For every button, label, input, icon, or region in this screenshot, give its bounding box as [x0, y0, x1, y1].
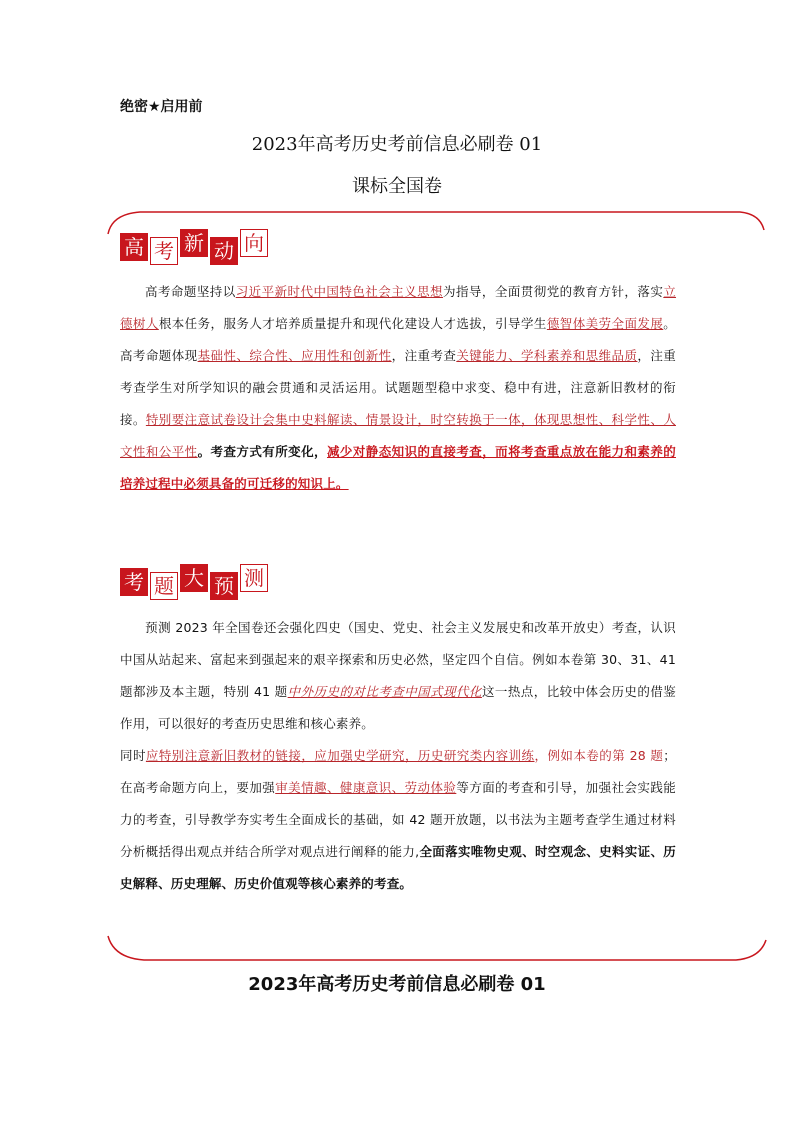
banner-char: 考 [150, 237, 178, 265]
exam-predictions-paragraph: 预测 2023 年全国卷还会强化四史（国史、党史、社会主义发展史和改革开放史）考查，认识中国从站起来、富起来到强起来的艰辛探索和历史必然，坚定四个自信。例如本卷第 30、31、41 题都涉及本主题，特别 41 题中外历史的对比考查中国式现代化这一热点，比较中体会历史的借鉴作用，可以很好的考查历史思维和核心素养。 同时应特别注意新旧教材的链接，应加强史学研究，历史研究类内容训练，例如本卷的第 28 题；在高考命题方向上，要加强审美情趣、健康意识、劳动体验等方面的考查和引导，加强社会实践能力的考查，引导教学夯实考生全面成长的基础，如 42 题开放题，以书法为主题考查学生通过材料分析概括得出观点并结合所学对观点进行阐释的能力,全面落实唯物史观、时空观念、史料实证、历史解释、历史理解、历史价值观等核心素养的考查。 [120, 620, 676, 891]
banner-char: 测 [240, 564, 268, 592]
banner-char: 预 [210, 572, 238, 600]
exam-trends-paragraph: 高考命题坚持以习近平新时代中国特色社会主义思想为指导，全面贯彻党的教育方针，落实立德树人根本任务，服务人才培养质量提升和现代化建设人才选拔，引导学生德智体美劳全面发展。高考命题体现基础性、综合性、应用性和创新性，注重考查关键能力、学科素养和思维品质，注重考查学生对所学知识的融会贯通和灵活运用。试题题型稳中求变、稳中有进，注意新旧教材的衔接。特别要注意试卷设计会集中史料解读、情景设计，时空转换于一体，体现思想性、科学性、人文性和公平性。考查方式有所变化，减少对静态知识的直接考查，而将考查重点放在能力和素养的培养过程中必须具备的可迁移的知识上。 [120, 284, 677, 491]
section-banner-exam-trends [120, 233, 270, 261]
bottom-frame-curve [100, 930, 770, 966]
banner-char: 考 [120, 568, 148, 596]
confidential-label: 绝密★启用前 [120, 99, 203, 115]
banner-char: 大 [180, 564, 208, 592]
section-banner-exam-predictions [120, 568, 270, 596]
document-subtitle: 课标全国卷 [352, 176, 442, 197]
banner-char: 动 [210, 237, 238, 265]
banner-char: 新 [180, 229, 208, 257]
banner-char: 向 [240, 229, 268, 257]
banner-char: 题 [150, 572, 178, 600]
document-title: 2023年高考历史考前信息必刷卷 01 [251, 134, 543, 155]
banner-char: 高 [120, 233, 148, 261]
footer-title: 2023年高考历史考前信息必刷卷 01 [248, 974, 546, 995]
